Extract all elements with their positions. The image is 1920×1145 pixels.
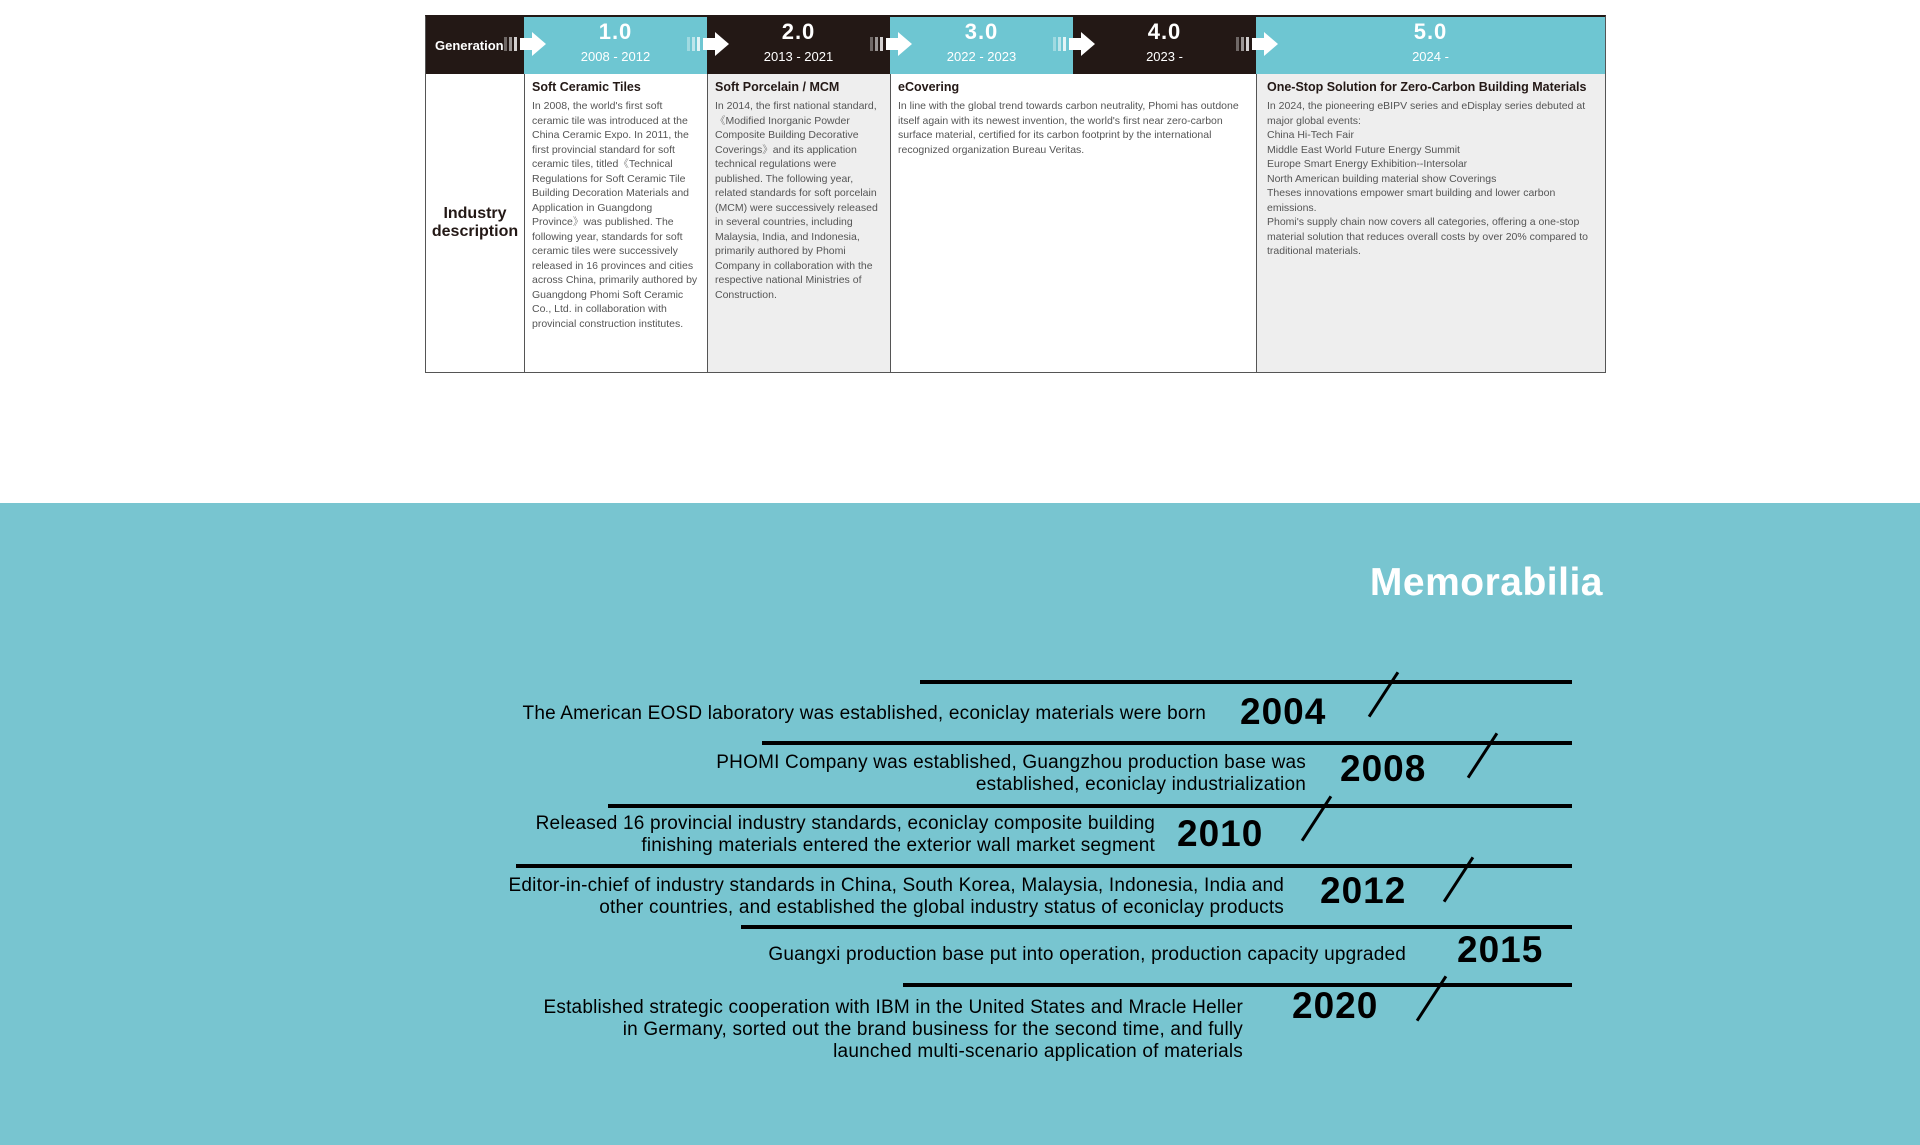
timeline-line	[741, 925, 1572, 929]
timeline-slash	[1368, 671, 1399, 717]
generation-years: 2022 - 2023	[946, 49, 1017, 64]
generation-years: 2023 -	[1146, 49, 1183, 64]
generation-description-2	[707, 74, 890, 372]
generation-years: 2008 - 2012	[580, 49, 651, 64]
arrow-right-icon	[870, 31, 914, 57]
generation-header-4	[1073, 17, 1256, 74]
timeline-event-2010	[536, 813, 1155, 857]
generation-title: Soft Ceramic Tiles	[532, 80, 641, 94]
generation-title: Soft Porcelain / MCM	[715, 80, 840, 94]
generation-header-5	[1256, 17, 1605, 74]
timeline-event-text: The American EOSD laboratory was established, econiclay materials were born	[522, 703, 1206, 724]
generation-header-2	[707, 17, 890, 74]
generation-title: One-Stop Solution for Zero-Carbon Building Materials	[1267, 80, 1587, 94]
arrow-right-icon	[504, 31, 548, 57]
generation-number: 2.0	[781, 19, 816, 44]
timeline-line	[920, 680, 1572, 684]
generation-header-1	[524, 17, 707, 74]
timeline-line	[608, 804, 1572, 808]
memorabilia-title: Memorabilia	[1369, 561, 1603, 604]
timeline-year-2012: 2012	[1320, 870, 1407, 911]
generation-description-line: Theses innovations empower smart building and lower carbon emissions.	[1267, 187, 1556, 214]
generation-table	[425, 15, 1606, 373]
generation-description-line: In 2024, the pioneering eBIPV series and eDisplay series debuted at major global events:	[1267, 100, 1586, 127]
timeline-event-text: launched multi-scenario application of materials	[833, 1041, 1243, 1062]
timeline-event-2020	[544, 997, 1244, 1063]
timeline-event-text: finishing materials entered the exterior wall market segment	[641, 835, 1155, 856]
generation-title: eCovering	[898, 80, 960, 94]
timeline-line	[762, 741, 1572, 745]
generation-header-label: Generation	[426, 17, 524, 74]
generation-header-3	[890, 17, 1073, 74]
timeline-year-2008: 2008	[1340, 748, 1427, 789]
generation-description-5	[1256, 74, 1605, 372]
timeline-event-text: Guangxi production base put into operation, production capacity upgraded	[768, 944, 1406, 965]
timeline-year-2010: 2010	[1177, 813, 1264, 854]
generation-description-line: China Hi-Tech Fair	[1267, 129, 1354, 141]
timeline-event-2004	[523, 703, 1206, 725]
generation-description-line: Middle East World Future Energy Summit	[1267, 143, 1460, 156]
generation-number: 1.0	[598, 19, 633, 44]
timeline-event-2008	[716, 752, 1306, 796]
generation-description-line: Phomi's supply chain now covers all categories, offering a one-stop material solution that reduces overall costs by over 20% compared to traditional materials.	[1267, 216, 1588, 257]
row-label-industry-description: Industry description	[426, 74, 525, 372]
timeline-year-2004: 2004	[1240, 691, 1327, 732]
timeline-year-2020: 2020	[1292, 985, 1379, 1026]
generation-description-text: In line with the global trend towards carbon neutrality, Phomi has outdone itself again with its newest invention, the world's first near zero-carbon surface material, certified for its carbon footprint by the international recognized organization Bureau Veritas.	[898, 100, 1239, 156]
generation-description-text: In 2008, the world's first soft ceramic tile was introduced at the China Ceramic Expo. In 2011, the first provincial standard for soft ceramic tiles, titled《Technical Regulations for Soft Ceramic Tile Building Decoration Materials and Application in Guangdong Province》was published. The following year, standards for soft ceramic tiles were successively released in 16 provinces and cities across China, primarily authored by Guangdong Phomi Soft Ceramic Co., Ltd. in collaboration with provincial construction institutes.	[532, 100, 698, 330]
timeline-slash	[1301, 795, 1332, 841]
timeline-slash	[1467, 732, 1498, 778]
generation-description-1	[524, 74, 707, 372]
generation-years: 2024 -	[1412, 49, 1449, 64]
timeline-event-text: in Germany, sorted out the brand business for the second time, and fully	[622, 1019, 1243, 1040]
timeline-event-text: Editor-in-chief of industry standards in China, South Korea, Malaysia, Indonesia, India and	[508, 875, 1284, 896]
arrow-right-icon	[687, 31, 731, 57]
timeline-event-text: Released 16 provincial industry standards, econiclay composite building	[535, 813, 1155, 834]
generation-years: 2013 - 2021	[763, 49, 834, 64]
memorabilia-section	[0, 503, 1920, 1145]
timeline-year-2015: 2015	[1457, 929, 1544, 970]
arrow-right-icon	[1236, 31, 1280, 57]
timeline-event-2012	[509, 875, 1284, 919]
timeline-event-text: established, econiclay industrialization	[975, 774, 1306, 795]
generation-number: 4.0	[1147, 19, 1182, 44]
generation-description-line: North American building material show Coverings	[1267, 172, 1497, 185]
timeline-event-text: other countries, and established the global industry status of econiclay products	[599, 897, 1284, 918]
generation-number: 3.0	[964, 19, 999, 44]
generation-description-3	[890, 74, 1256, 372]
timeline-event-text: PHOMI Company was established, Guangzhou production base was	[716, 752, 1306, 773]
timeline-event-2015	[768, 944, 1406, 966]
generation-description-text: In 2014, the first national standard,《Modified Inorganic Powder Composite Building Decorative Coverings》and its application technical regulations were published. The following year, related standards for soft porcelain (MCM) were successively released in several countries, including Malaysia, India, and Indonesia, primarily authored by Phomi Company in collaboration with the respective national Ministries of Construction.	[715, 100, 878, 301]
generation-number: 5.0	[1413, 19, 1448, 44]
timeline-event-text: Established strategic cooperation with IBM in the United States and Mracle Heller	[543, 997, 1243, 1018]
timeline-line	[903, 983, 1572, 987]
generation-description-line: Europe Smart Energy Exhibition--Intersolar	[1267, 158, 1468, 170]
arrow-right-icon	[1053, 31, 1097, 57]
timeline-line	[516, 864, 1572, 868]
